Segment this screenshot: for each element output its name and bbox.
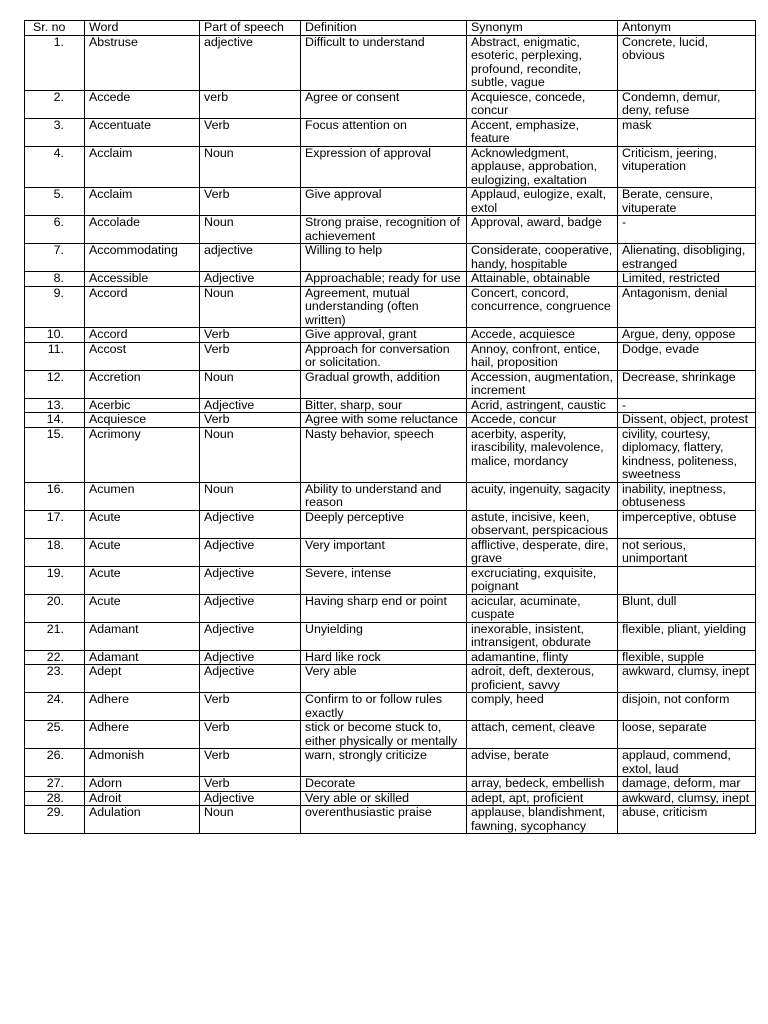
table-row [25, 693, 756, 721]
cell-definition: Deeply perceptive [301, 510, 467, 538]
table-row [25, 622, 756, 650]
cell-word: Adroit [85, 791, 200, 806]
cell-sr-no: 18. [25, 538, 85, 566]
cell-part-of-speech: Verb [200, 413, 301, 428]
cell-definition: Agreement, mutual understanding (often written) [301, 286, 467, 328]
cell-definition: Difficult to understand [301, 35, 467, 90]
cell-sr-no: 2. [25, 90, 85, 118]
cell-sr-no: 7. [25, 244, 85, 272]
cell-antonym: - [618, 216, 756, 244]
cell-sr-no: 25. [25, 721, 85, 749]
cell-sr-no: 17. [25, 510, 85, 538]
cell-synonym: adept, apt, proficient [467, 791, 618, 806]
table-row [25, 777, 756, 792]
cell-synonym: array, bedeck, embellish [467, 777, 618, 792]
table-row [25, 427, 756, 482]
cell-word: Abstruse [85, 35, 200, 90]
cell-synonym: acuity, ingenuity, sagacity [467, 482, 618, 510]
cell-part-of-speech: Adjective [200, 272, 301, 287]
cell-definition: Very able or skilled [301, 791, 467, 806]
cell-sr-no: 12. [25, 370, 85, 398]
header-word: Word [85, 21, 200, 36]
cell-word: Acute [85, 538, 200, 566]
cell-antonym: Argue, deny, oppose [618, 328, 756, 343]
cell-word: Adamant [85, 650, 200, 665]
table-row [25, 538, 756, 566]
cell-synonym: Accession, augmentation, increment [467, 370, 618, 398]
cell-definition: Hard like rock [301, 650, 467, 665]
table-header [25, 21, 756, 36]
cell-definition: stick or become stuck to, either physically or mentally [301, 721, 467, 749]
cell-word: Acute [85, 594, 200, 622]
cell-word: Adulation [85, 806, 200, 834]
table-row [25, 370, 756, 398]
cell-antonym: Limited, restricted [618, 272, 756, 287]
cell-definition: Gradual growth, addition [301, 370, 467, 398]
cell-synonym: applause, blandishment, fawning, sycophancy [467, 806, 618, 834]
cell-definition: Confirm to or follow rules exactly [301, 693, 467, 721]
table-row [25, 35, 756, 90]
cell-part-of-speech: Noun [200, 216, 301, 244]
cell-word: Acute [85, 566, 200, 594]
cell-antonym: Berate, censure, vituperate [618, 188, 756, 216]
cell-definition: Approachable; ready for use [301, 272, 467, 287]
cell-definition: Severe, intense [301, 566, 467, 594]
table-row [25, 118, 756, 146]
cell-antonym: Blunt, dull [618, 594, 756, 622]
cell-word: Acrimony [85, 427, 200, 482]
cell-part-of-speech: Noun [200, 427, 301, 482]
cell-sr-no: 27. [25, 777, 85, 792]
cell-word: Acumen [85, 482, 200, 510]
cell-sr-no: 28. [25, 791, 85, 806]
cell-synonym: attach, cement, cleave [467, 721, 618, 749]
table-row [25, 286, 756, 328]
cell-synonym: Applaud, eulogize, exalt, extol [467, 188, 618, 216]
cell-antonym: Criticism, jeering, vituperation [618, 146, 756, 188]
cell-antonym: - [618, 398, 756, 413]
cell-definition: Ability to understand and reason [301, 482, 467, 510]
table-row [25, 566, 756, 594]
cell-definition: Strong praise, recognition of achievement [301, 216, 467, 244]
cell-word: Acute [85, 510, 200, 538]
cell-part-of-speech: Adjective [200, 650, 301, 665]
cell-synonym: Accede, concur [467, 413, 618, 428]
cell-definition: Give approval [301, 188, 467, 216]
cell-antonym: Dissent, object, protest [618, 413, 756, 428]
cell-word: Adhere [85, 693, 200, 721]
cell-antonym: Antagonism, denial [618, 286, 756, 328]
cell-definition: Give approval, grant [301, 328, 467, 343]
cell-sr-no: 5. [25, 188, 85, 216]
cell-part-of-speech: Verb [200, 342, 301, 370]
table-row [25, 806, 756, 834]
table-row [25, 749, 756, 777]
cell-part-of-speech: adjective [200, 35, 301, 90]
cell-word: Acerbic [85, 398, 200, 413]
cell-antonym: Dodge, evade [618, 342, 756, 370]
cell-synonym: astute, incisive, keen, observant, perspicacious [467, 510, 618, 538]
header-row [25, 21, 756, 36]
cell-definition: Having sharp end or point [301, 594, 467, 622]
cell-part-of-speech: Verb [200, 721, 301, 749]
table-row [25, 721, 756, 749]
cell-definition: Agree or consent [301, 90, 467, 118]
cell-antonym: abuse, criticism [618, 806, 756, 834]
cell-part-of-speech: Noun [200, 482, 301, 510]
header-definition: Definition [301, 21, 467, 36]
cell-definition: Expression of approval [301, 146, 467, 188]
table-row [25, 482, 756, 510]
cell-part-of-speech: Adjective [200, 510, 301, 538]
table-body [25, 35, 756, 834]
cell-part-of-speech: Verb [200, 749, 301, 777]
cell-part-of-speech: adjective [200, 244, 301, 272]
cell-antonym: loose, separate [618, 721, 756, 749]
cell-antonym: awkward, clumsy, inept [618, 665, 756, 693]
cell-antonym: flexible, pliant, yielding [618, 622, 756, 650]
cell-definition: warn, strongly criticize [301, 749, 467, 777]
cell-definition: Very able [301, 665, 467, 693]
cell-sr-no: 22. [25, 650, 85, 665]
cell-part-of-speech: verb [200, 90, 301, 118]
cell-word: Adorn [85, 777, 200, 792]
cell-sr-no: 3. [25, 118, 85, 146]
cell-part-of-speech: Adjective [200, 665, 301, 693]
cell-word: Accede [85, 90, 200, 118]
cell-word: Acclaim [85, 188, 200, 216]
table-row [25, 413, 756, 428]
cell-definition: Very important [301, 538, 467, 566]
cell-part-of-speech: Adjective [200, 622, 301, 650]
cell-sr-no: 15. [25, 427, 85, 482]
cell-sr-no: 16. [25, 482, 85, 510]
cell-sr-no: 4. [25, 146, 85, 188]
cell-sr-no: 8. [25, 272, 85, 287]
cell-definition: Nasty behavior, speech [301, 427, 467, 482]
cell-sr-no: 26. [25, 749, 85, 777]
table-row [25, 188, 756, 216]
table-row [25, 342, 756, 370]
cell-synonym: Accent, emphasize, feature [467, 118, 618, 146]
cell-antonym: disjoin, not conform [618, 693, 756, 721]
cell-synonym: advise, berate [467, 749, 618, 777]
cell-synonym: acicular, acuminate, cuspate [467, 594, 618, 622]
table-row [25, 398, 756, 413]
cell-part-of-speech: Verb [200, 777, 301, 792]
cell-sr-no: 14. [25, 413, 85, 428]
cell-synonym: Annoy, confront, entice, hail, proposition [467, 342, 618, 370]
cell-part-of-speech: Verb [200, 118, 301, 146]
cell-antonym: damage, deform, mar [618, 777, 756, 792]
cell-synonym: Acknowledgment, applause, approbation, eulogizing, exaltation [467, 146, 618, 188]
cell-antonym: Decrease, shrinkage [618, 370, 756, 398]
cell-part-of-speech: Adjective [200, 791, 301, 806]
cell-sr-no: 21. [25, 622, 85, 650]
table-row [25, 650, 756, 665]
header-synonym: Synonym [467, 21, 618, 36]
cell-definition: Agree with some reluctance [301, 413, 467, 428]
cell-part-of-speech: Noun [200, 286, 301, 328]
cell-sr-no: 24. [25, 693, 85, 721]
cell-word: Acquiesce [85, 413, 200, 428]
cell-part-of-speech: Noun [200, 806, 301, 834]
cell-synonym: Acrid, astringent, caustic [467, 398, 618, 413]
cell-synonym: excruciating, exquisite, poignant [467, 566, 618, 594]
cell-antonym: awkward, clumsy, inept [618, 791, 756, 806]
cell-sr-no: 19. [25, 566, 85, 594]
cell-word: Accord [85, 286, 200, 328]
cell-synonym: Accede, acquiesce [467, 328, 618, 343]
cell-definition: overenthusiastic praise [301, 806, 467, 834]
cell-synonym: adroit, deft, dexterous, proficient, savvy [467, 665, 618, 693]
cell-antonym [618, 566, 756, 594]
cell-antonym: inability, ineptness, obtuseness [618, 482, 756, 510]
cell-sr-no: 13. [25, 398, 85, 413]
cell-synonym: Attainable, obtainable [467, 272, 618, 287]
cell-sr-no: 29. [25, 806, 85, 834]
cell-word: Accolade [85, 216, 200, 244]
cell-antonym: mask [618, 118, 756, 146]
cell-part-of-speech: Noun [200, 370, 301, 398]
cell-word: Accretion [85, 370, 200, 398]
cell-part-of-speech: Verb [200, 693, 301, 721]
cell-antonym: applaud, commend, extol, laud [618, 749, 756, 777]
cell-synonym: Concert, concord, concurrence, congruence [467, 286, 618, 328]
cell-word: Adhere [85, 721, 200, 749]
table-row [25, 244, 756, 272]
cell-part-of-speech: Noun [200, 146, 301, 188]
table-row [25, 90, 756, 118]
cell-part-of-speech: Adjective [200, 566, 301, 594]
cell-synonym: Abstract, enigmatic, esoteric, perplexing, profound, recondite, subtle, vague [467, 35, 618, 90]
vocabulary-table [24, 20, 756, 834]
cell-word: Accommodating [85, 244, 200, 272]
cell-synonym: afflictive, desperate, dire, grave [467, 538, 618, 566]
cell-part-of-speech: Adjective [200, 538, 301, 566]
cell-antonym: Condemn, demur, deny, refuse [618, 90, 756, 118]
cell-definition: Bitter, sharp, sour [301, 398, 467, 413]
table-row [25, 272, 756, 287]
cell-definition: Unyielding [301, 622, 467, 650]
cell-antonym: civility, courtesy, diplomacy, flattery, kindness, politeness, sweetness [618, 427, 756, 482]
cell-synonym: Acquiesce, concede, concur [467, 90, 618, 118]
cell-synonym: acerbity, asperity, irascibility, malevolence, malice, mordancy [467, 427, 618, 482]
cell-antonym: flexible, supple [618, 650, 756, 665]
cell-word: Accentuate [85, 118, 200, 146]
cell-synonym: inexorable, insistent, intransigent, obdurate [467, 622, 618, 650]
cell-word: Accost [85, 342, 200, 370]
cell-sr-no: 11. [25, 342, 85, 370]
cell-synonym: comply, heed [467, 693, 618, 721]
cell-antonym: imperceptive, obtuse [618, 510, 756, 538]
table-row [25, 791, 756, 806]
cell-part-of-speech: Adjective [200, 594, 301, 622]
table-row [25, 594, 756, 622]
header-antonym: Antonym [618, 21, 756, 36]
cell-antonym: Alienating, disobliging, estranged [618, 244, 756, 272]
table-row [25, 146, 756, 188]
cell-part-of-speech: Verb [200, 188, 301, 216]
cell-definition: Willing to help [301, 244, 467, 272]
cell-sr-no: 10. [25, 328, 85, 343]
cell-word: Admonish [85, 749, 200, 777]
cell-definition: Approach for conversation or solicitation. [301, 342, 467, 370]
table-row [25, 510, 756, 538]
cell-sr-no: 9. [25, 286, 85, 328]
table-row [25, 665, 756, 693]
cell-word: Accessible [85, 272, 200, 287]
cell-word: Adept [85, 665, 200, 693]
cell-antonym: Concrete, lucid, obvious [618, 35, 756, 90]
cell-sr-no: 6. [25, 216, 85, 244]
table-row [25, 216, 756, 244]
cell-synonym: adamantine, flinty [467, 650, 618, 665]
table-row [25, 328, 756, 343]
cell-definition: Decorate [301, 777, 467, 792]
cell-word: Acclaim [85, 146, 200, 188]
cell-antonym: not serious, unimportant [618, 538, 756, 566]
cell-word: Accord [85, 328, 200, 343]
cell-sr-no: 20. [25, 594, 85, 622]
cell-word: Adamant [85, 622, 200, 650]
header-sr-no: Sr. no [25, 21, 85, 36]
cell-synonym: Considerate, cooperative, handy, hospitable [467, 244, 618, 272]
cell-definition: Focus attention on [301, 118, 467, 146]
cell-sr-no: 23. [25, 665, 85, 693]
header-part-of-speech: Part of speech [200, 21, 301, 36]
cell-sr-no: 1. [25, 35, 85, 90]
cell-part-of-speech: Adjective [200, 398, 301, 413]
cell-part-of-speech: Verb [200, 328, 301, 343]
cell-synonym: Approval, award, badge [467, 216, 618, 244]
